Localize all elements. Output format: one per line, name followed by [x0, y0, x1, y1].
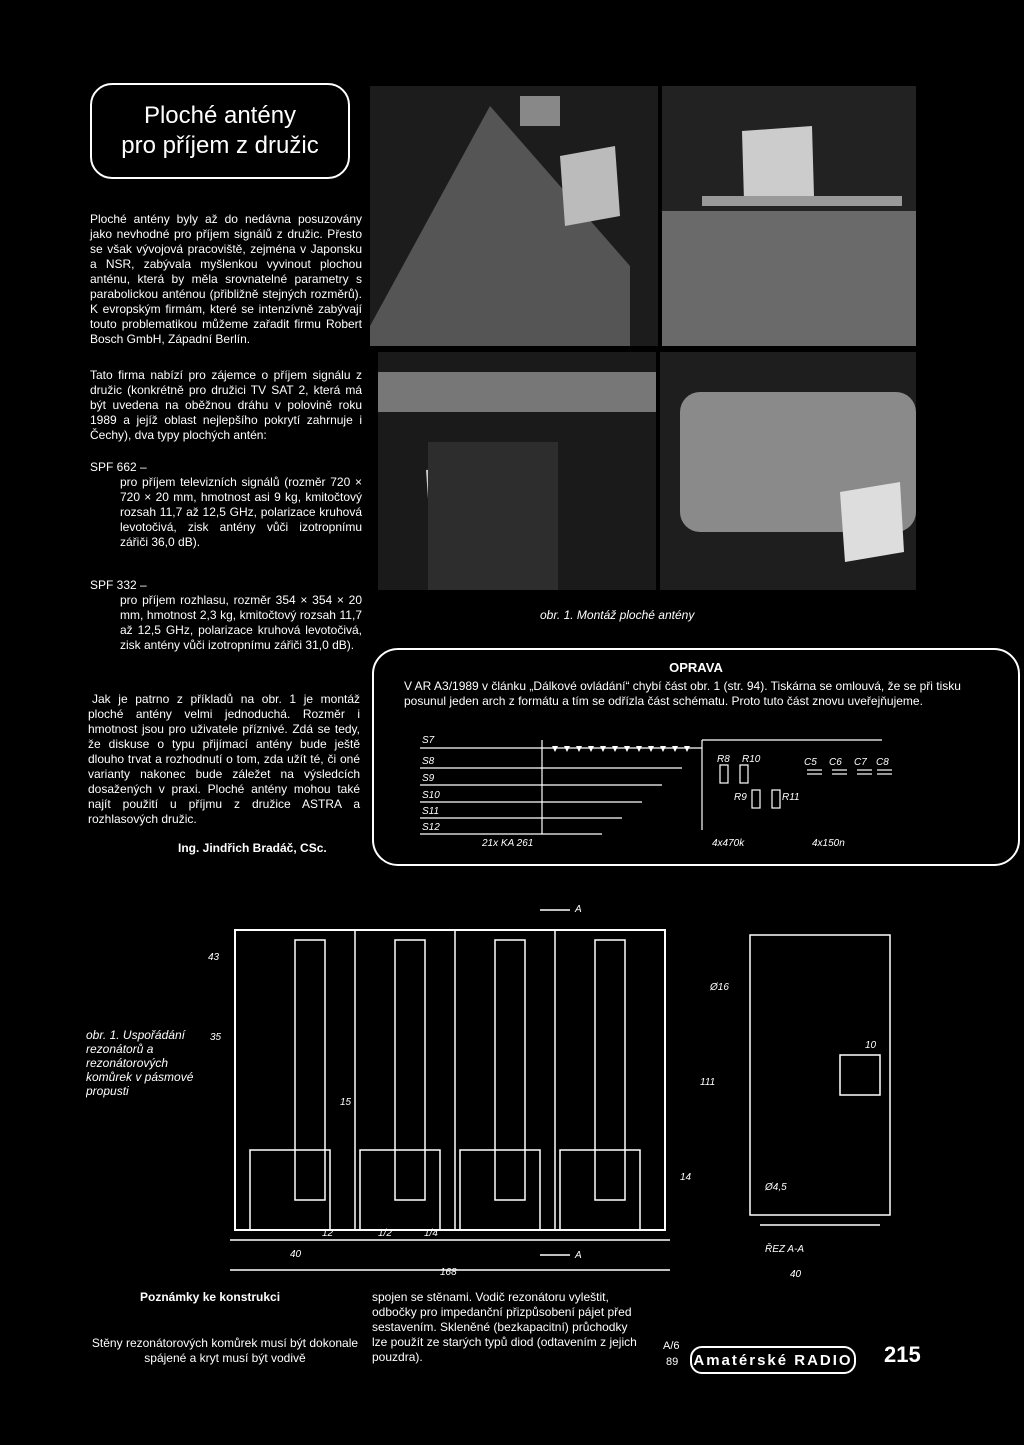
dim-43: 43 — [208, 952, 220, 963]
capacitor-c8: C8 — [876, 757, 889, 768]
correction-schematic — [412, 730, 902, 850]
resistor-r11: R11 — [782, 792, 800, 803]
switch-s11: S11 — [422, 806, 440, 817]
label-resistors: 4x470k — [712, 838, 745, 849]
capacitor-c6: C6 — [829, 757, 842, 768]
dim-40: 40 — [290, 1249, 302, 1260]
resistor-r9: R9 — [734, 792, 747, 803]
photo-caption: obr. 1. Montáž ploché antény — [540, 608, 695, 622]
spf662-label: SPF 662 – — [90, 460, 147, 474]
dim-d16: Ø16 — [710, 982, 729, 993]
dim-35: 35 — [210, 1032, 222, 1043]
switch-s9: S9 — [422, 773, 435, 784]
drawing-caption: obr. 1. Uspořádání rezonátorů a rezonátorových komůrek v pásmové propusti — [86, 1028, 194, 1098]
closing-paragraph: Jak je patrno z příkladů na obr. 1 je montáž ploché antény velmi jednoduchá. Rozměr i hmotnost jsou pro uživatele příznivé. Zdá se tedy, že diskuse o typu přijímací antény bude ještě dlouho trvat a rozhodnutí o tom, zda užít té, či oné varianty nakonec bude záležet na výsledcích dosažených v praxi. Ploché antény mohou také najít použití u příjmu z družice ASTRA a rozhlasových družic. — [88, 692, 360, 826]
spf662-text: pro příjem televizních signálů (rozměr 720 × 720 × 20 mm, hmotnost asi 9 kg, kmitočtový rozsah 11,7 až 12,5 GHz, polarizace kruhová levotočivá, zisk antény vůči izotropnímu zářiči 36,0 dB). — [120, 475, 362, 549]
dim-15: 15 — [340, 1097, 352, 1108]
article-title-line2: pro příjem z družic — [121, 132, 319, 159]
notes-right: spojen se stěnami. Vodič rezonátoru vyleštit, odbočky pro impedanční přizpůsobení pájet před sestavením. Skleněné (bezkapacitní) průchodky lze použít ze starých typů diod (odtavením z jejich pouzdra). — [372, 1290, 637, 1364]
capacitor-c7: C7 — [854, 757, 867, 768]
intro-paragraph-2: Tato firma nabízí pro zájemce o příjem signálu z družic (konkrétně pro družici TV SAT 2, která má být uvedena na oběžnou dráhu v polovině roku 1989 a jejíž oblast nejlepšího pokrytí zahrnuje i Čechy), dva typy plochých antén: — [90, 368, 362, 442]
notes-heading: Poznámky ke konstrukci — [140, 1290, 281, 1304]
correction-heading: OPRAVA — [669, 660, 723, 675]
issue-number: A/6 — [663, 1340, 680, 1352]
photo-caravan — [660, 352, 916, 590]
switch-s12: S12 — [422, 822, 440, 833]
spf332-text: pro příjem rozhlasu, rozměr 354 × 354 × 20 mm, hmotnost 2,3 kg, kmitočtový rozsah 11,7 až 12,5 GHz, polarizace kruhová levotočivá, zisk antény vůči izotropnímu zářiči 31,0 dB). — [120, 593, 362, 652]
correction-text: V AR A3/1989 v článku „Dálkové ovládání“ chybí část obr. 1 (str. 94). Tiskárna se omlouvá, že se při tisku posunul jeden arch z formátu a tím se odřízla část schématu. Proto tuto část znovu uveřejňujeme. — [404, 679, 961, 708]
author: Ing. Jindřich Bradáč, CSc. — [178, 841, 327, 855]
switch-s8: S8 — [422, 756, 435, 767]
section-label: ŘEZ A-A — [765, 1244, 805, 1255]
dim-d45: Ø4,5 — [765, 1182, 787, 1193]
resistor-r10: R10 — [742, 754, 761, 765]
photo-balcony — [662, 86, 916, 346]
page-number: 215 — [884, 1342, 921, 1367]
spf332-label: SPF 332 – — [90, 578, 147, 592]
issue-year: 89 — [666, 1356, 679, 1368]
article-title-line1: Ploché antény — [143, 102, 297, 129]
article-title-box — [90, 83, 350, 179]
section-mark-bottom: A — [575, 1250, 582, 1261]
capacitor-c5: C5 — [804, 757, 817, 768]
dim-111: 111 — [700, 1077, 716, 1088]
dim-10: 10 — [865, 1040, 877, 1051]
dim-168: 168 — [440, 1267, 457, 1278]
switch-s7: S7 — [422, 735, 435, 746]
intro-paragraph-1: Ploché antény byly až do nedávna posuzovány jako nevhodné pro příjem signálů z družic. Přesto se však vývojová pracoviště, zejména v Japonsku a NSR, zabývala myšlenkou vyvinout plochou anténu, která by měla srovnatelné parametry s parabolickou anténou (přibližně stejných rozměrů). K evropským firmám, které se intenzívně zabývají touto problematikou můžeme zařadit firmu Robert Bosch GmbH, Západní Berlín. — [90, 212, 362, 346]
photo-wall-mount — [378, 352, 656, 590]
switch-s10: S10 — [422, 790, 440, 801]
notes-left: Stěny rezonátorových komůrek musí být dokonale spájené a kryt musí být vodivě — [91, 1336, 359, 1365]
dim-quarter: 1/4 — [424, 1228, 438, 1239]
dim-40-section: 40 — [790, 1269, 802, 1280]
dim-half: 1/2 — [378, 1228, 392, 1239]
magazine-logo: Amatérské RADIO — [690, 1346, 856, 1374]
resistor-r8: R8 — [717, 754, 730, 765]
technical-drawing — [0, 880, 1024, 1280]
photo-roof-house — [370, 86, 658, 346]
dim-14: 14 — [680, 1172, 692, 1183]
section-mark-top: A — [575, 904, 582, 915]
dim-12: 12 — [322, 1228, 334, 1239]
label-diodes: 21x KA 261 — [482, 838, 534, 849]
label-capacitors: 4x150n — [812, 838, 845, 849]
